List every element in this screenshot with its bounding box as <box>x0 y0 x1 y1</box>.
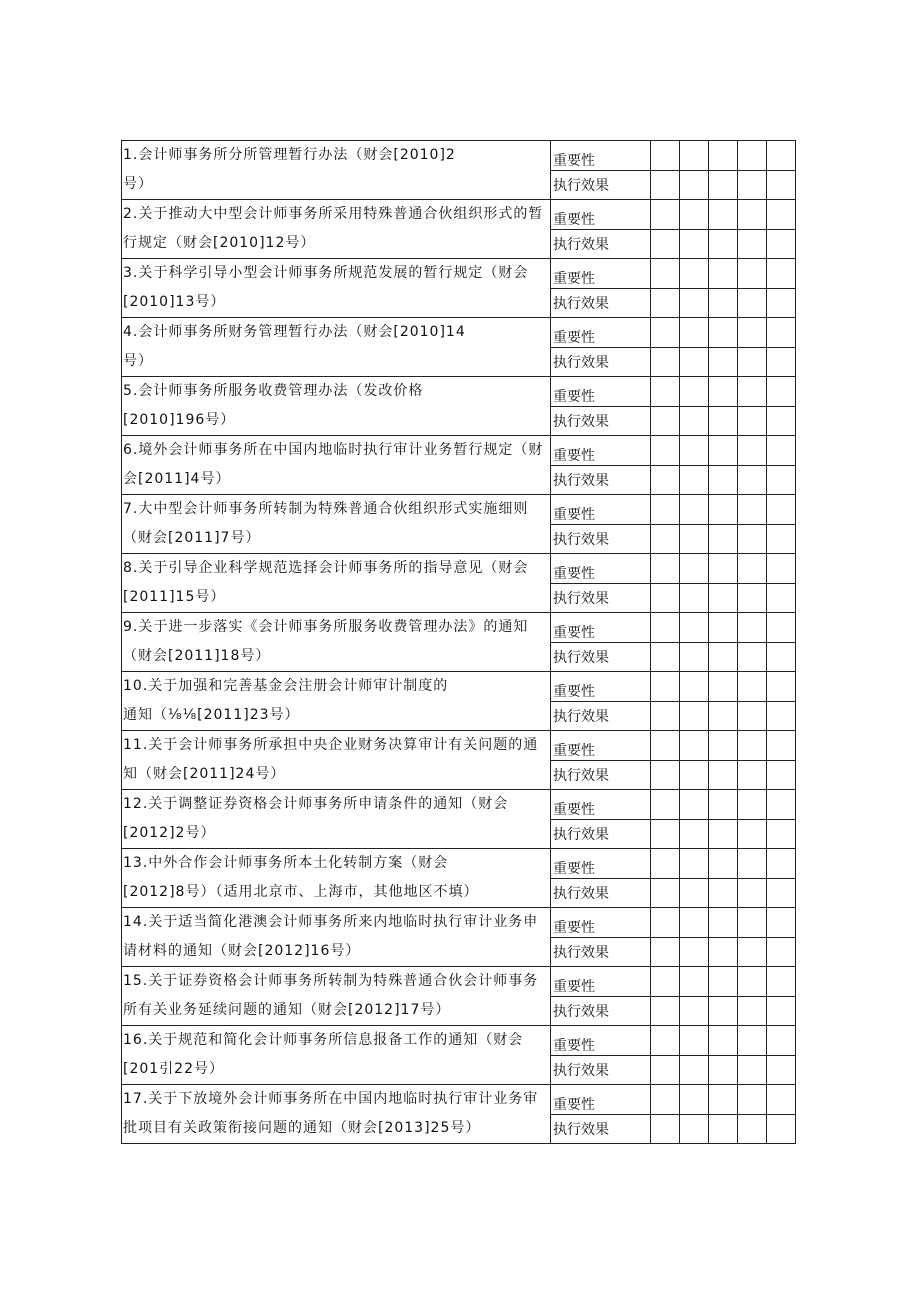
table-row-importance <box>122 377 796 407</box>
policy-title: 5.会计师事务所服务收费管理办法（发改价格 [2010]196号） <box>122 377 551 436</box>
policy-title: 8.关于引导企业科学规范选择会计师事务所的指导意见（财会[2011]15号） <box>122 554 551 613</box>
rating-cell[interactable] <box>738 318 767 348</box>
rating-cell[interactable] <box>709 554 738 584</box>
rating-cell[interactable] <box>680 465 709 495</box>
rating-cell[interactable] <box>738 790 767 820</box>
rating-cell[interactable] <box>680 613 709 643</box>
criterion-effect-label: 执行效果 <box>551 170 651 200</box>
rating-cell[interactable] <box>767 524 796 554</box>
rating-cell[interactable] <box>680 288 709 318</box>
criterion-importance-label: 重要性 <box>551 849 651 879</box>
rating-cell[interactable] <box>680 819 709 849</box>
rating-cell[interactable] <box>738 849 767 879</box>
rating-cell[interactable] <box>680 672 709 702</box>
rating-cell[interactable] <box>680 554 709 584</box>
table-row-importance <box>122 908 796 938</box>
rating-cell[interactable] <box>767 642 796 672</box>
rating-cell[interactable] <box>680 790 709 820</box>
rating-cell[interactable] <box>767 347 796 377</box>
rating-cell[interactable] <box>709 878 738 908</box>
rating-cell[interactable] <box>651 967 680 997</box>
criterion-importance-label: 重要性 <box>551 436 651 466</box>
rating-cell[interactable] <box>651 1085 680 1115</box>
rating-cell[interactable] <box>651 937 680 967</box>
policy-title: 2.关于推动大中型会计师事务所采用特殊普通合伙组织形式的暂行规定（财会[2010]12号） <box>122 200 551 259</box>
rating-cell[interactable] <box>709 760 738 790</box>
rating-cell[interactable] <box>767 967 796 997</box>
rating-cell[interactable] <box>709 613 738 643</box>
rating-cell[interactable] <box>767 849 796 879</box>
rating-cell[interactable] <box>767 672 796 702</box>
rating-cell[interactable] <box>709 495 738 525</box>
rating-cell[interactable] <box>709 229 738 259</box>
policy-rating-table <box>121 140 796 1144</box>
criterion-importance-label: 重要性 <box>551 613 651 643</box>
table-row-importance <box>122 849 796 879</box>
rating-cell[interactable] <box>767 200 796 230</box>
rating-cell[interactable] <box>709 465 738 495</box>
rating-cell[interactable] <box>651 731 680 761</box>
rating-cell[interactable] <box>651 347 680 377</box>
rating-cell[interactable] <box>738 406 767 436</box>
policy-title: 16.关于规范和简化会计师事务所信息报备工作的通知（财会[201引22号） <box>122 1026 551 1085</box>
rating-cell[interactable] <box>680 377 709 407</box>
table-row-importance <box>122 200 796 230</box>
rating-cell[interactable] <box>680 701 709 731</box>
table-row-importance <box>122 790 796 820</box>
rating-cell[interactable] <box>709 200 738 230</box>
criterion-effect-label: 执行效果 <box>551 1055 651 1085</box>
rating-cell[interactable] <box>680 495 709 525</box>
rating-cell[interactable] <box>767 996 796 1026</box>
criterion-importance-label: 重要性 <box>551 318 651 348</box>
criterion-importance-label: 重要性 <box>551 141 651 171</box>
criterion-effect-label: 执行效果 <box>551 465 651 495</box>
rating-cell[interactable] <box>651 288 680 318</box>
rating-cell[interactable] <box>738 347 767 377</box>
rating-cell[interactable] <box>767 288 796 318</box>
rating-cell[interactable] <box>651 760 680 790</box>
rating-cell[interactable] <box>651 996 680 1026</box>
criterion-effect-label: 执行效果 <box>551 347 651 377</box>
rating-cell[interactable] <box>651 318 680 348</box>
rating-cell[interactable] <box>709 377 738 407</box>
table-row-importance <box>122 318 796 348</box>
rating-cell[interactable] <box>767 495 796 525</box>
rating-cell[interactable] <box>651 200 680 230</box>
rating-cell[interactable] <box>680 1085 709 1115</box>
rating-cell[interactable] <box>767 760 796 790</box>
rating-cell[interactable] <box>680 908 709 938</box>
table-row-importance <box>122 731 796 761</box>
policy-title: 3.关于科学引导小型会计师事务所规范发展的暂行规定（财会[2010]13号） <box>122 259 551 318</box>
criterion-importance-label: 重要性 <box>551 495 651 525</box>
criterion-effect-label: 执行效果 <box>551 878 651 908</box>
rating-cell[interactable] <box>738 436 767 466</box>
rating-cell[interactable] <box>767 937 796 967</box>
rating-cell[interactable] <box>767 406 796 436</box>
criterion-importance-label: 重要性 <box>551 967 651 997</box>
criterion-effect-label: 执行效果 <box>551 524 651 554</box>
rating-cell[interactable] <box>767 908 796 938</box>
criterion-effect-label: 执行效果 <box>551 583 651 613</box>
rating-cell[interactable] <box>651 849 680 879</box>
rating-cell[interactable] <box>680 1114 709 1144</box>
rating-cell[interactable] <box>709 318 738 348</box>
rating-cell[interactable] <box>651 878 680 908</box>
rating-cell[interactable] <box>680 436 709 466</box>
rating-cell[interactable] <box>709 1026 738 1056</box>
rating-cell[interactable] <box>709 170 738 200</box>
criterion-effect-label: 执行效果 <box>551 288 651 318</box>
criterion-effect-label: 执行效果 <box>551 937 651 967</box>
rating-cell[interactable] <box>709 1055 738 1085</box>
rating-cell[interactable] <box>738 554 767 584</box>
rating-cell[interactable] <box>738 141 767 171</box>
rating-cell[interactable] <box>738 672 767 702</box>
criterion-importance-label: 重要性 <box>551 1026 651 1056</box>
rating-cell[interactable] <box>709 141 738 171</box>
policy-title: 17.关于下放境外会计师事务所在中国内地临时执行审计业务审批项目有关政策衔接问题的通知（财会[2013]25号） <box>122 1085 551 1144</box>
rating-cell[interactable] <box>767 1026 796 1056</box>
rating-cell[interactable] <box>651 141 680 171</box>
policy-title: 4.会计师事务所财务管理暂行办法（财会[2010]14 号） <box>122 318 551 377</box>
rating-cell[interactable] <box>738 996 767 1026</box>
rating-cell[interactable] <box>709 819 738 849</box>
rating-cell[interactable] <box>767 819 796 849</box>
policy-title: 10.关于加强和完善基金会注册会计师审计制度的 通知（⅛⅛[2011]23号） <box>122 672 551 731</box>
rating-cell[interactable] <box>767 583 796 613</box>
rating-cell[interactable] <box>651 170 680 200</box>
criterion-importance-label: 重要性 <box>551 731 651 761</box>
rating-cell[interactable] <box>709 1085 738 1115</box>
rating-cell[interactable] <box>680 200 709 230</box>
rating-cell[interactable] <box>738 1114 767 1144</box>
rating-cell[interactable] <box>680 259 709 289</box>
rating-cell[interactable] <box>651 819 680 849</box>
rating-cell[interactable] <box>680 347 709 377</box>
policy-title: 1.会计师事务所分所管理暂行办法（财会[2010]2 号） <box>122 141 551 200</box>
rating-cell[interactable] <box>680 996 709 1026</box>
rating-cell[interactable] <box>738 377 767 407</box>
rating-cell[interactable] <box>680 967 709 997</box>
rating-cell[interactable] <box>767 790 796 820</box>
policy-title: 12.关于调整证券资格会计师事务所申请条件的通知（财会[2012]2号） <box>122 790 551 849</box>
rating-cell[interactable] <box>651 259 680 289</box>
rating-cell[interactable] <box>767 1055 796 1085</box>
rating-cell[interactable] <box>738 495 767 525</box>
rating-cell[interactable] <box>709 524 738 554</box>
rating-cell[interactable] <box>651 554 680 584</box>
criterion-effect-label: 执行效果 <box>551 642 651 672</box>
rating-cell[interactable] <box>709 731 738 761</box>
rating-cell[interactable] <box>709 672 738 702</box>
criterion-importance-label: 重要性 <box>551 554 651 584</box>
rating-cell[interactable] <box>651 377 680 407</box>
rating-cell[interactable] <box>767 318 796 348</box>
rating-cell[interactable] <box>738 613 767 643</box>
policy-title: 6.境外会计师事务所在中国内地临时执行审计业务暂行规定（财会[2011]4号） <box>122 436 551 495</box>
rating-cell[interactable] <box>680 229 709 259</box>
rating-cell[interactable] <box>767 731 796 761</box>
rating-cell[interactable] <box>651 701 680 731</box>
criterion-importance-label: 重要性 <box>551 1085 651 1115</box>
rating-cell[interactable] <box>651 908 680 938</box>
policy-title: 9.关于进一步落实《会计师事务所服务收费管理办法》的通知（财会[2011]18号） <box>122 613 551 672</box>
rating-cell[interactable] <box>680 642 709 672</box>
rating-cell[interactable] <box>709 849 738 879</box>
criterion-effect-label: 执行效果 <box>551 1114 651 1144</box>
criterion-effect-label: 执行效果 <box>551 701 651 731</box>
rating-cell[interactable] <box>767 1114 796 1144</box>
rating-cell[interactable] <box>738 229 767 259</box>
table-row-importance <box>122 554 796 584</box>
rating-cell[interactable] <box>651 229 680 259</box>
rating-cell[interactable] <box>738 170 767 200</box>
rating-cell[interactable] <box>767 436 796 466</box>
rating-cell[interactable] <box>709 259 738 289</box>
rating-cell[interactable] <box>709 642 738 672</box>
rating-cell[interactable] <box>709 1114 738 1144</box>
rating-cell[interactable] <box>651 1055 680 1085</box>
rating-cell[interactable] <box>767 554 796 584</box>
table-row-importance <box>122 672 796 702</box>
rating-cell[interactable] <box>767 701 796 731</box>
criterion-importance-label: 重要性 <box>551 790 651 820</box>
rating-cell[interactable] <box>738 878 767 908</box>
rating-cell[interactable] <box>709 436 738 466</box>
criterion-effect-label: 执行效果 <box>551 406 651 436</box>
rating-cell[interactable] <box>651 642 680 672</box>
table-row-importance <box>122 141 796 171</box>
rating-cell[interactable] <box>709 967 738 997</box>
rating-cell[interactable] <box>709 790 738 820</box>
rating-cell[interactable] <box>709 347 738 377</box>
table-row-importance <box>122 436 796 466</box>
criterion-effect-label: 执行效果 <box>551 760 651 790</box>
rating-cell[interactable] <box>651 495 680 525</box>
criterion-importance-label: 重要性 <box>551 377 651 407</box>
rating-cell[interactable] <box>709 937 738 967</box>
rating-cell[interactable] <box>680 1055 709 1085</box>
rating-cell[interactable] <box>651 406 680 436</box>
criterion-effect-label: 执行效果 <box>551 819 651 849</box>
criterion-importance-label: 重要性 <box>551 672 651 702</box>
rating-cell[interactable] <box>738 1055 767 1085</box>
rating-cell[interactable] <box>767 141 796 171</box>
rating-cell[interactable] <box>738 819 767 849</box>
rating-cell[interactable] <box>680 849 709 879</box>
rating-cell[interactable] <box>738 288 767 318</box>
criterion-effect-label: 执行效果 <box>551 996 651 1026</box>
criterion-importance-label: 重要性 <box>551 259 651 289</box>
rating-cell[interactable] <box>680 318 709 348</box>
policy-title: 15.关于证券资格会计师事务所转制为特殊普通合伙会计师事务所有关业务延续问题的通知（财会[2012]17号） <box>122 967 551 1026</box>
policy-title: 11.关于会计师事务所承担中央企业财务决算审计有关问题的通知（财会[2011]24号） <box>122 731 551 790</box>
rating-cell[interactable] <box>680 141 709 171</box>
rating-cell[interactable] <box>680 760 709 790</box>
policy-title: 7.大中型会计师事务所转制为特殊普通合伙组织形式实施细则（财会[2011]7号） <box>122 495 551 554</box>
rating-cell[interactable] <box>709 406 738 436</box>
rating-cell[interactable] <box>738 524 767 554</box>
policy-title: 13.中外合作会计师事务所本土化转制方案（财会 [2012]8号）（适用北京市、上海市，其他地区不填） <box>122 849 551 908</box>
rating-cell[interactable] <box>651 436 680 466</box>
table-row-importance <box>122 613 796 643</box>
rating-cell[interactable] <box>767 377 796 407</box>
policy-title: 14.关于适当简化港澳会计师事务所来内地临时执行审计业务申请材料的通知（财会[2012]16号） <box>122 908 551 967</box>
rating-cell[interactable] <box>738 731 767 761</box>
rating-cell[interactable] <box>767 613 796 643</box>
rating-cell[interactable] <box>680 937 709 967</box>
table-row-importance <box>122 495 796 525</box>
rating-cell[interactable] <box>738 465 767 495</box>
rating-cell[interactable] <box>738 937 767 967</box>
rating-cell[interactable] <box>738 1026 767 1056</box>
rating-cell[interactable] <box>767 259 796 289</box>
rating-cell[interactable] <box>680 170 709 200</box>
rating-cell[interactable] <box>709 996 738 1026</box>
rating-cell[interactable] <box>767 229 796 259</box>
rating-cell[interactable] <box>738 259 767 289</box>
rating-cell[interactable] <box>767 170 796 200</box>
rating-cell[interactable] <box>767 878 796 908</box>
rating-cell[interactable] <box>680 524 709 554</box>
rating-cell[interactable] <box>680 583 709 613</box>
rating-cell[interactable] <box>680 406 709 436</box>
rating-cell[interactable] <box>651 524 680 554</box>
rating-cell[interactable] <box>738 701 767 731</box>
rating-cell[interactable] <box>709 583 738 613</box>
rating-cell[interactable] <box>738 1085 767 1115</box>
rating-cell[interactable] <box>680 731 709 761</box>
rating-cell[interactable] <box>680 878 709 908</box>
rating-cell[interactable] <box>767 1085 796 1115</box>
criterion-importance-label: 重要性 <box>551 908 651 938</box>
rating-cell[interactable] <box>738 760 767 790</box>
rating-cell[interactable] <box>709 908 738 938</box>
rating-cell[interactable] <box>651 1114 680 1144</box>
table-row-importance <box>122 1085 796 1115</box>
rating-cell[interactable] <box>738 583 767 613</box>
table-row-importance <box>122 967 796 997</box>
rating-cell[interactable] <box>738 200 767 230</box>
rating-cell[interactable] <box>651 1026 680 1056</box>
rating-cell[interactable] <box>738 967 767 997</box>
rating-cell[interactable] <box>680 1026 709 1056</box>
rating-cell[interactable] <box>738 642 767 672</box>
rating-cell[interactable] <box>651 465 680 495</box>
rating-cell[interactable] <box>767 465 796 495</box>
criterion-importance-label: 重要性 <box>551 200 651 230</box>
rating-cell[interactable] <box>709 701 738 731</box>
criterion-effect-label: 执行效果 <box>551 229 651 259</box>
rating-cell[interactable] <box>709 288 738 318</box>
rating-cell[interactable] <box>651 790 680 820</box>
rating-cell[interactable] <box>651 672 680 702</box>
rating-cell[interactable] <box>651 613 680 643</box>
table-row-importance <box>122 259 796 289</box>
table-row-importance <box>122 1026 796 1056</box>
rating-cell[interactable] <box>651 583 680 613</box>
rating-cell[interactable] <box>738 908 767 938</box>
